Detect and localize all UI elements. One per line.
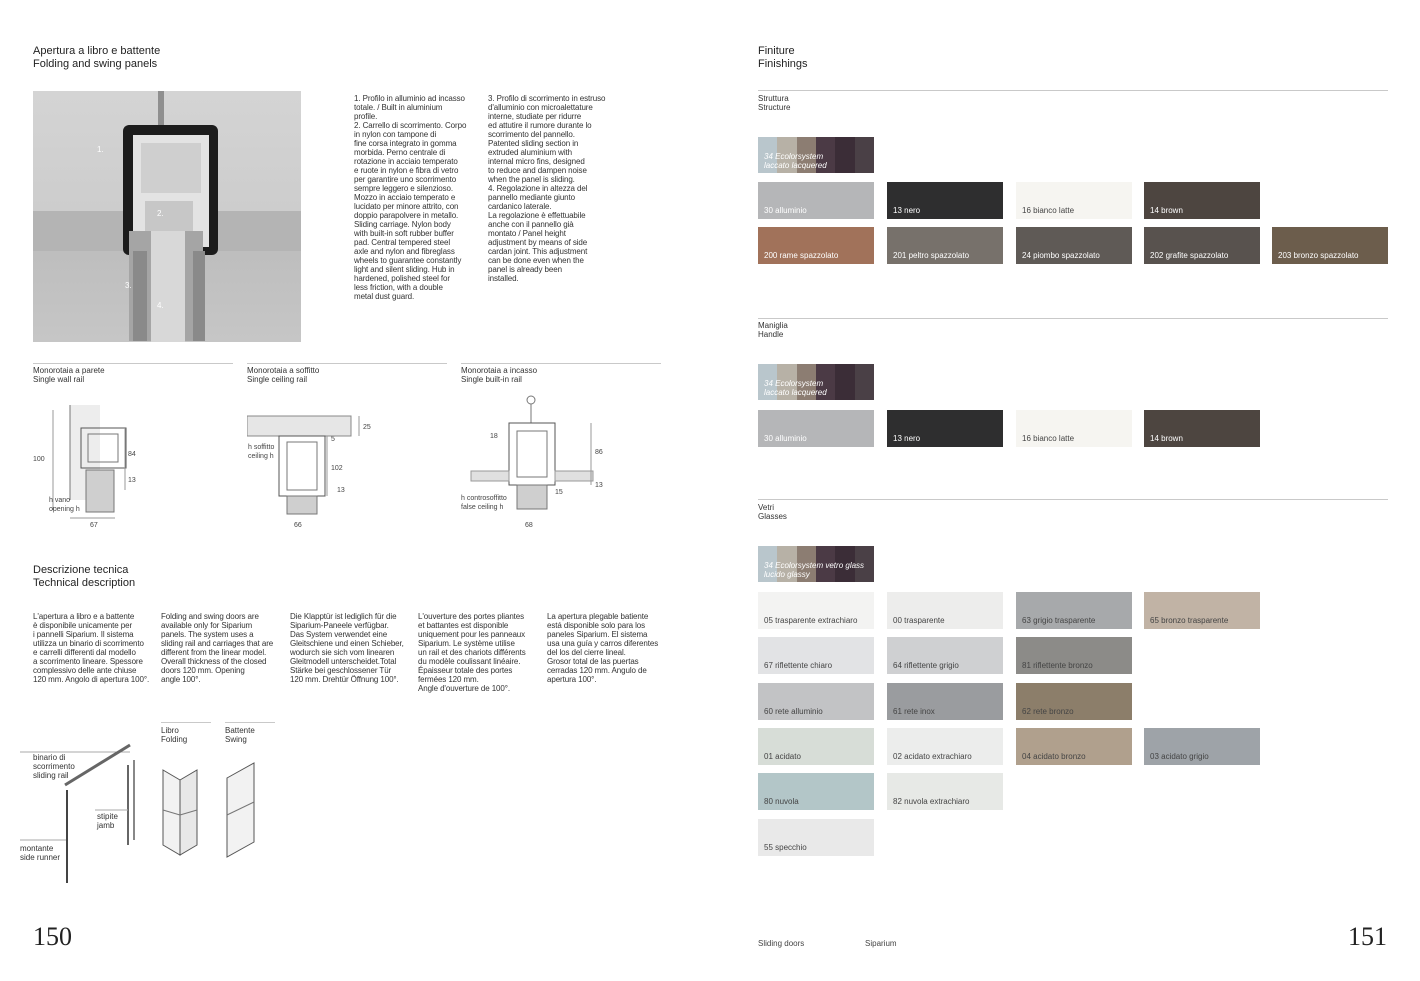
footer-product: Siparium [865,939,897,948]
finish-swatch-label: 63 grigio trasparente [1022,616,1096,625]
glass-ecolorsystem-label: 34 Ecolorsystem vetro glass lucido glassy [764,561,865,579]
finish-swatch [887,683,1003,720]
rail-divider-2 [247,363,447,364]
jamb-label: stipite jamb [97,812,118,830]
finish-swatch-label: 81 riflettente bronzo [1022,661,1093,670]
finish-swatch [1144,182,1260,219]
finish-swatch [758,819,874,856]
finish-swatch-label: 14 brown [1150,434,1183,443]
finish-swatch [758,592,874,629]
folding-label: Libro Folding [161,726,188,744]
finish-swatch [758,182,874,219]
finish-swatch-label: 14 brown [1150,206,1183,215]
rail-section-photo [33,91,301,342]
folding-title: Apertura a libro e battente Folding and swing panels [33,45,161,70]
finish-swatch-label: 201 peltro spazzolato [893,251,970,260]
finish-swatch-label: 00 trasparente [893,616,945,625]
tech-col-it: L'apertura a libro e a battente è disponibile unicamente per i pannelli Siparium. Il sistema utilizza un binario di scorrimento e carrelli differenti dal modello a scorrimento lineare. Spessore complessivo delle ante chiuse 120 mm. Angolo di apertura 100°. [33,612,150,684]
structure-divider [758,90,1388,91]
photo-num-1: 1. [97,145,104,154]
page-number-left: 150 [33,922,72,951]
wall-dim-100: 100 [33,456,45,463]
finish-swatch [887,773,1003,810]
builtin-rail-drawing [461,393,661,535]
glasses-label: Vetri Glasses [758,503,787,521]
handle-ecolorsystem-label: 34 Ecolorsystem laccato lacquered [764,379,827,397]
folding-divider [161,722,211,723]
finish-swatch-label: 64 riflettente grigio [893,661,959,670]
wall-rail-drawing [33,400,233,535]
structure-label: Struttura Structure [758,94,791,112]
wall-opening-label: h vano opening h [49,497,80,513]
ceiling-dim-66: 66 [294,522,302,529]
wall-dim-84: 84 [128,451,136,458]
side-runner-label: montante side runner [20,844,61,862]
ecolor-strip-band [835,137,854,173]
sliding-rail-label: binario di scorrimento sliding rail [33,753,75,780]
glass-ecolorsystem-swatch [758,546,874,582]
finish-swatch-label: 13 nero [893,434,921,443]
ecolor-strip-band [855,137,874,173]
finish-swatch-label: 60 rete alluminio [764,707,823,716]
handle-ecolorsystem-swatch [758,364,874,400]
finish-swatch-label: 04 acidato bronzo [1022,752,1086,761]
finish-swatch [758,728,874,765]
finish-swatch-label: 05 trasparente extrachiaro [764,616,858,625]
finish-swatch [758,227,874,264]
ceiling-rail-drawing [247,412,447,535]
ceiling-dim-25: 25 [363,424,371,431]
ecolorsystem-lacquered-swatch [758,137,874,173]
finish-swatch [1016,728,1132,765]
finish-swatch-label: 01 acidato [764,752,801,761]
finish-swatch [1272,227,1388,264]
finish-swatch [887,410,1003,447]
finish-swatch [1016,410,1132,447]
ceiling-height-label: h soffitto ceiling h [248,444,275,460]
finish-swatch [887,182,1003,219]
finish-swatch-label: 61 rete inox [893,707,935,716]
finish-swatch-label: 80 nuvola [764,797,799,806]
swing-label: Battente Swing [225,726,255,744]
builtin-dim-86: 86 [595,449,603,456]
photo-num-4: 4. [157,301,164,310]
finish-swatch-label: 202 grafite spazzolato [1150,251,1229,260]
finish-swatch [1016,683,1132,720]
finish-swatch [1144,728,1260,765]
finish-swatch-label: 30 alluminio [764,434,807,443]
finish-swatch [1016,182,1132,219]
finish-swatch [1144,227,1260,264]
tech-col-fr: L'ouverture des portes pliantes et battantes est disponible uniquement pour les panneaux Siparium. Le système utilise un rail et des chariots différents du modèle coulissant linéaire. Épaisseur totale des portes fermées 120 mm. Angle d'ouverture de 100°. [418,612,526,693]
photo-num-3: 3. [125,281,132,290]
finish-swatch-label: 62 rete bronzo [1022,707,1074,716]
page-number-right: 151 [1348,922,1387,951]
builtin-rail-title: Monorotaia a incasso Single built-in rail [461,366,538,384]
technical-title: Descrizione tecnica Technical description [33,564,136,589]
ecolorsystem-lacquered-label: 34 Ecolorsystem laccato lacquered [764,152,827,170]
tech-col-es: La apertura plegable batiente está disponible solo para los paneles Siparium. El sistema usa una guía y carros diferentes del los del cierre lineal. Grosor total de las puertas cerradas 120 mm. Angulo de apertura 100°. [547,612,659,684]
builtin-false-ceiling-label: h controsoffitto false ceiling h [461,495,507,511]
ceiling-rail-title: Monorotaia a soffitto Single ceiling rail [247,366,320,384]
builtin-dim-18: 18 [490,433,498,440]
finishings-title: Finiture Finishings [758,45,808,70]
handle-label: Maniglia Handle [758,321,788,339]
finish-swatch [887,637,1003,674]
ceiling-dim-102: 102 [331,465,343,472]
finish-swatch [758,683,874,720]
swing-door-icon [224,760,258,860]
finish-swatch-label: 03 acidato grigio [1150,752,1209,761]
finish-swatch-label: 16 bianco latte [1022,434,1075,443]
rail-divider-3 [461,363,661,364]
finish-swatch-label: 82 nuvola extrachiaro [893,797,970,806]
finish-swatch-label: 02 acidato extrachiaro [893,752,972,761]
finish-swatch [1144,592,1260,629]
builtin-dim-68: 68 [525,522,533,529]
wall-rail-title: Monorotaia a parete Single wall rail [33,366,105,384]
finish-swatch-label: 13 nero [893,206,921,215]
tech-col-en: Folding and swing doors are available only for Siparium panels. The system uses a sliding rail and carriages that are different from the linear model. Overall thickness of the closed doors 120 mm. Opening angle 100°. [161,612,274,684]
ceiling-dim-13: 13 [337,487,345,494]
tech-col-de: Die Klapptür ist lediglich für die Siparium-Paneele verfügbar. Das System verwendet eine Gleitschiene und einen Schieber, wodurch sie sich vom linearen Gleitmodell unterscheidet.Total Stärke bei geschlossener Tür 120 mm. Drehtür Öffnung 100°. [290,612,404,684]
finish-swatch-label: 55 specchio [764,843,807,852]
wall-dim-67: 67 [90,522,98,529]
rail-divider-1 [33,363,233,364]
finish-swatch [758,410,874,447]
finish-swatch [1016,227,1132,264]
finish-swatch [758,637,874,674]
builtin-dim-15: 15 [555,489,563,496]
wall-dim-13: 13 [128,477,136,484]
ecolor-strip-band [855,364,874,400]
builtin-dim-13: 13 [595,482,603,489]
finish-swatch [1016,637,1132,674]
swing-divider [225,722,275,723]
finish-swatch-label: 65 bronzo trasparente [1150,616,1229,625]
finish-swatch-label: 30 alluminio [764,206,807,215]
finish-swatch [887,592,1003,629]
footer-category: Sliding doors [758,939,805,948]
glasses-divider [758,499,1388,500]
finish-swatch-label: 24 piombo spazzolato [1022,251,1100,260]
finish-swatch [1144,410,1260,447]
handle-divider [758,318,1388,319]
finish-swatch [1016,592,1132,629]
notes-column-1: 1. Profilo in alluminio ad incasso totale. / Built in aluminium profile. 2. Carrello di scorrimento. Corpo in nylon con tampone di fine corsa integrato in gomma morbida. Perno centrale di rotazione in acciaio temperato e ruote in nylon e fibra di vetro per garantire uno scorrimento sempre leggero e silenzioso. Mozzo in acciaio temperato e lucidato per minore attrito, con doppio parapolvere in metallo. Sliding carriage. Nylon body with built-in soft rubber buffer pad. Central tempered steel axle and nylon and fibreglass wheels to guarantee constantly light and silent sliding. Hub in hardened, polished steel for less friction, with a double metal dust guard. [354,94,467,301]
finish-swatch-label: 16 bianco latte [1022,206,1075,215]
finish-swatch-label: 67 riflettente chiaro [764,661,833,670]
ecolor-strip-band [835,364,854,400]
finish-swatch-label: 203 bronzo spazzolato [1278,251,1359,260]
finish-swatch [758,773,874,810]
finish-swatch-label: 200 rame spazzolato [764,251,839,260]
folding-door-icon [160,765,200,860]
finish-swatch [887,227,1003,264]
notes-column-2: 3. Profilo di scorrimento in estruso d'alluminio con microalettature interne, studiate per ridurre ed attutire il rumore durante lo scorrimento del pannello. Patented sliding section in extruded aluminium with internal micro fins, designed to reduce and dampen noise when the panel is sliding. 4. Regolazione in altezza del pannello mediante giunto cardanico laterale. La regolazione è effettuabile anche con il pannello già montato / Panel height adjustment by means of side cardan joint. This adjustment can be done even when the panel is already been installed. [488,94,606,283]
ceiling-dim-5: 5 [331,436,335,443]
photo-num-2: 2. [157,209,164,218]
finish-swatch [887,728,1003,765]
